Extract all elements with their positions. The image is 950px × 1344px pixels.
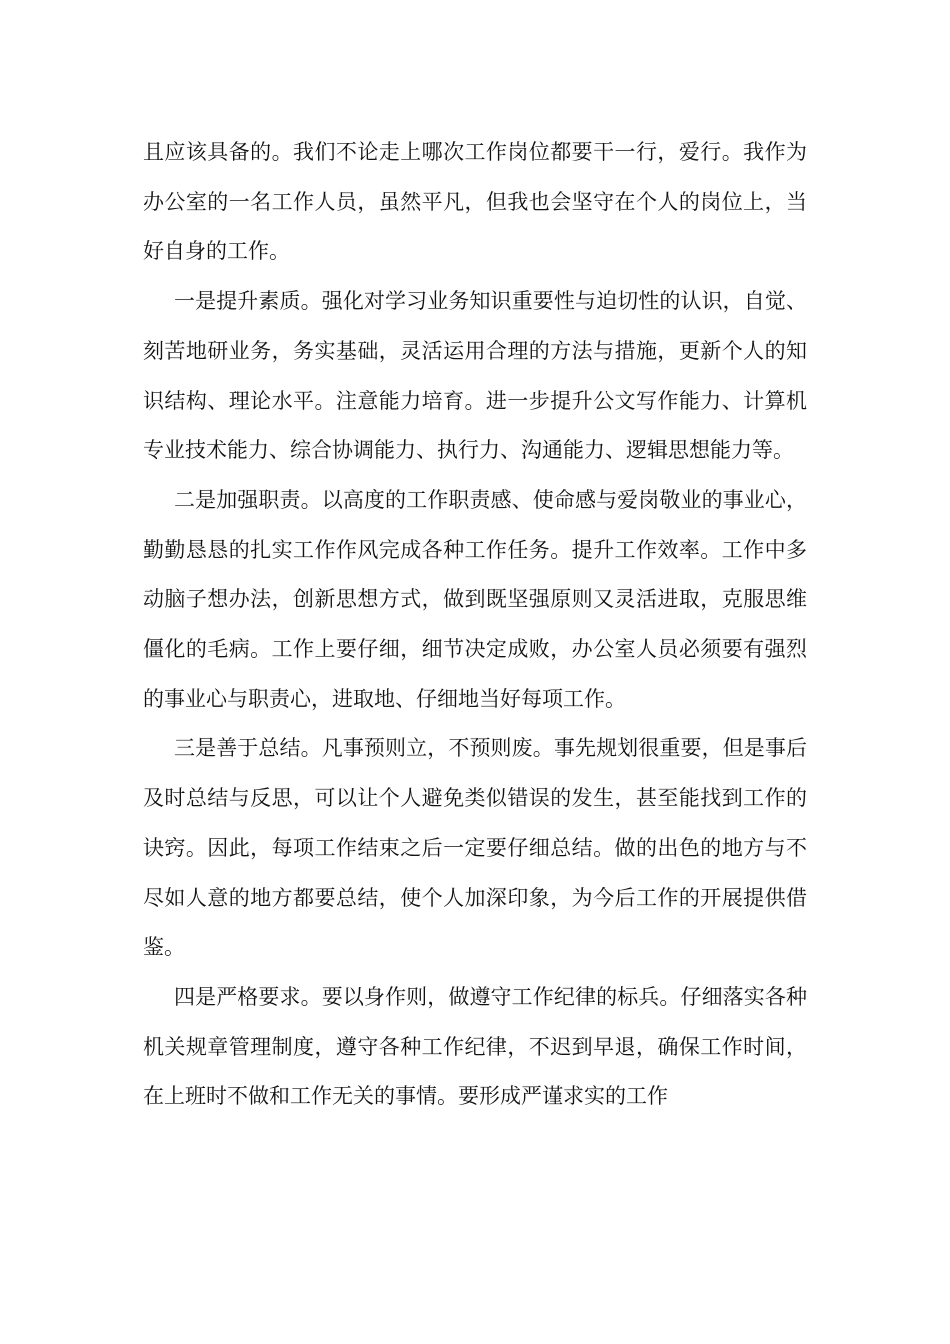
paragraph-strict-requirements: 四是严格要求。要以身作则，做遵守工作纪律的标兵。仔细落实各种机关规章管理制度，遵守各种工作纪律，不迟到早退，确保工作时间，在上班时不做和工作无关的事情。要形成严谨求实的工作 [143,984,807,1109]
document-body [143,128,807,1122]
paragraph-improve-quality: 一是提升素质。强化对学习业务知识重要性与迫切性的认识，自觉、刻苦地研业务，务实基础，灵活运用合理的方法与措施，更新个人的知识结构、理论水平。注意能力培育。进一步提升公文写作能力、计算机专业技术能力、综合协调能力、执行力、沟通能力、逻辑思想能力等。 [143,289,807,463]
paragraph-good-at-summary: 三是善于总结。凡事预则立，不预则废。事先规划很重要，但是事后及时总结与反思，可以让个人避免类似错误的发生，甚至能找到工作的诀窍。因此，每项工作结束之后一定要仔细总结。做的出色的地方与不尽如人意的地方都要总结，使个人加深印象，为今后工作的开展提供借鉴。 [143,736,807,960]
paragraph-strengthen-duty: 二是加强职责。以高度的工作职责感、使命感与爱岗敬业的事业心，勤勤恳恳的扎实工作作风完成各种工作任务。提升工作效率。工作中多动脑子想办法，创新思想方式，做到既坚强原则又灵活进取，克服思维僵化的毛病。工作上要仔细，细节决定成败，办公室人员必须要有强烈的事业心与职责心，进取地、仔细地当好每项工作。 [143,487,807,711]
paragraph-continuation: 且应该具备的。我们不论走上哪次工作岗位都要干一行，爱行。我作为办公室的一名工作人员，虽然平凡，但我也会坚守在个人的岗位上，当好自身的工作。 [143,140,807,264]
